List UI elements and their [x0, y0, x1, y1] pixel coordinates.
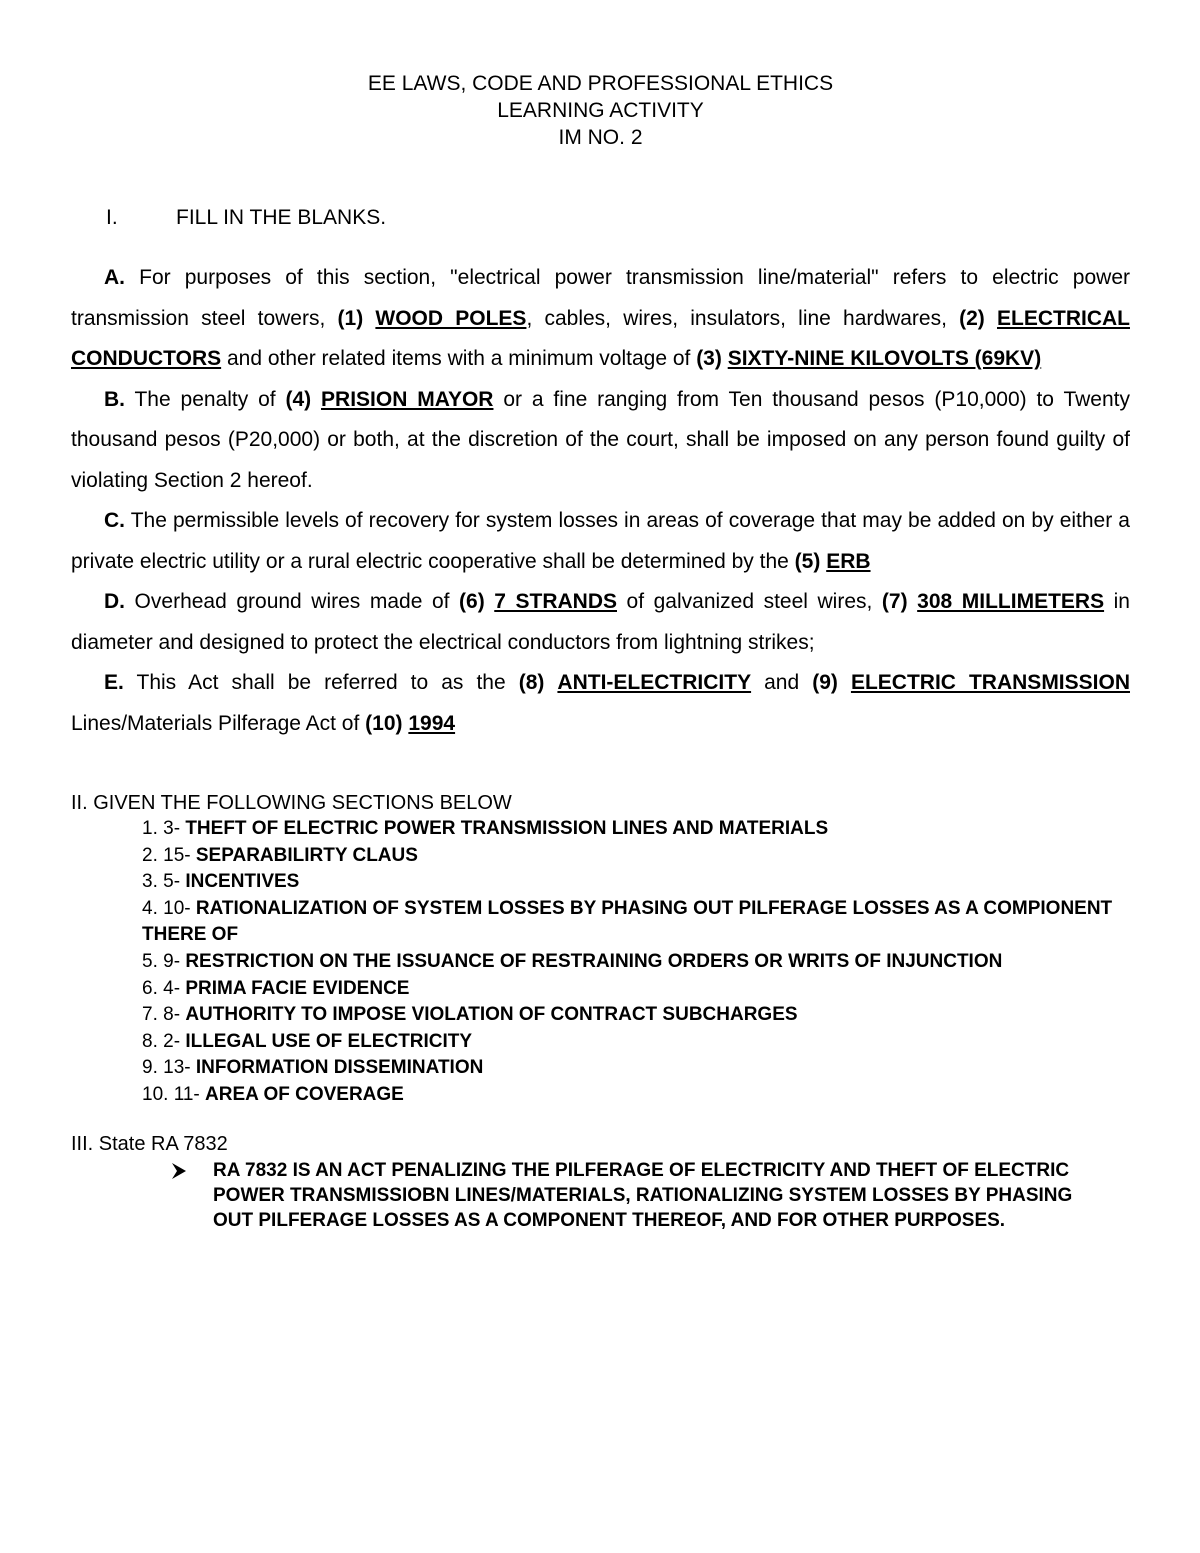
blank-8-answer: ANTI-ELECTRICITY: [557, 671, 752, 694]
blank-3-answer: SIXTY-NINE KILOVOLTS (69KV): [727, 347, 1042, 370]
blank-2-answer: ELECTRICAL CONDUCTORS: [71, 306, 1130, 370]
list-item: [142, 816, 1130, 843]
item-c-paragraph: [71, 501, 1130, 582]
item-b-paragraph: [71, 380, 1130, 502]
document-header: [71, 70, 1130, 151]
blank-7-answer: 308 MILLIMETERS: [917, 590, 1105, 613]
list-item-number: 9. 13-: [142, 1057, 196, 1079]
item-d-text-3: in diameter and designed to protect the electrical conductors from lightning strikes;: [71, 590, 1130, 654]
list-item: [142, 1029, 1130, 1056]
item-d-paragraph: [71, 582, 1130, 663]
im-number: IM NO. 2: [558, 126, 643, 149]
list-item-number: 4. 10-: [142, 897, 196, 919]
arrowhead-bullet-icon: [171, 1158, 213, 1233]
section-1-numeral: I.: [106, 206, 118, 229]
item-d-label: D.: [104, 590, 125, 613]
list-item-title: INCENTIVES: [185, 871, 300, 893]
list-item-title: INFORMATION DISSEMINATION: [195, 1057, 484, 1079]
list-item-title: RATIONALIZATION OF SYSTEM LOSSES BY PHASING OUT PILFERAGE LOSSES AS A COMPIONENT THERE OF: [142, 897, 1113, 946]
list-item-number: 1. 3-: [142, 818, 186, 839]
item-a-text-3: and other related items with a minimum voltage of: [221, 347, 697, 370]
ra-answer-text: RA 7832 IS AN ACT PENALIZING THE PILFERAGE OF ELECTRICITY AND THEFT OF ELECTRIC POWER TRANSMISSIOBN LINES/MATERIALS, RATIONALIZING SYSTEM LOSSES BY PHASING OUT PILFERAGE LOSSES AS A COMPONENT THEREOF, AND FOR OTHER PURPOSES.: [213, 1159, 1073, 1231]
item-c-label: C.: [104, 509, 125, 532]
section-2-heading: II. GIVEN THE FOLLOWING SECTIONS BELOW: [71, 792, 512, 814]
list-item-title: SEPARABILIRTY CLAUS: [195, 844, 418, 866]
list-item-number: 7. 8-: [142, 1004, 186, 1026]
blank-7-number: (7): [881, 590, 908, 613]
list-item: [142, 1082, 1130, 1109]
section-1-title: FILL IN THE BLANKS.: [176, 206, 387, 229]
list-item-number: 10. 11-: [142, 1083, 206, 1105]
list-item-number: 2. 15-: [142, 844, 196, 866]
item-a-text-1: For purposes of this section, "electrical power transmission line/material" refers to electric power transmission steel towers,: [71, 266, 1130, 330]
item-c-text-1: The permissible levels of recovery for system losses in areas of coverage that may be added on by either a private electric utility or a rural electric cooperative shall be determined by the: [71, 509, 1130, 573]
blank-5-answer: ERB: [826, 549, 871, 573]
blank-1-answer: WOOD POLES: [375, 306, 527, 330]
course-title: EE LAWS, CODE AND PROFESSIONAL ETHICS: [367, 72, 834, 95]
section-1-heading: [71, 204, 1130, 231]
item-b-text-2: or a fine ranging from Ten thousand pesos (P10,000) to Twenty thousand pesos (P20,000) or both, at the discretion of the court, shall be imposed on any person found guilty of violating Section 2 hereof.: [71, 387, 1130, 492]
list-item-number: 8. 2-: [142, 1030, 186, 1052]
blank-3-number: (3): [696, 347, 722, 370]
item-a-label: A.: [104, 266, 125, 289]
activity-title: LEARNING ACTIVITY: [497, 99, 704, 122]
item-e-paragraph: [71, 663, 1130, 744]
item-d-text-2: of galvanized steel wires,: [617, 590, 882, 613]
blank-6-number: (6): [459, 590, 485, 613]
blank-10-answer: 1994: [408, 711, 456, 735]
list-item: [142, 949, 1130, 976]
item-e-text-2: and: [751, 671, 813, 694]
list-item-title: PRIMA FACIE EVIDENCE: [185, 977, 410, 999]
blank-9-answer: ELECTRIC TRANSMISSION: [850, 671, 1130, 694]
item-e-label: E.: [104, 671, 124, 694]
list-item-number: 6. 4-: [142, 977, 186, 999]
list-item: [142, 1055, 1130, 1082]
blank-4-number: (4): [285, 387, 312, 411]
list-item-number: 3. 5-: [142, 871, 186, 893]
blank-4-answer: PRISION MAYOR: [321, 387, 494, 411]
list-item-title: THEFT OF ELECTRIC POWER TRANSMISSION LINES AND MATERIALS: [185, 818, 829, 839]
item-b-label: B.: [104, 387, 125, 411]
list-item: [142, 1002, 1130, 1029]
list-item-title: AREA OF COVERAGE: [205, 1083, 404, 1105]
ra-answer-bullet: [71, 1158, 1130, 1233]
list-item: [142, 843, 1130, 870]
item-d-text-1: Overhead ground wires made of: [125, 590, 460, 613]
blank-1-number: (1): [337, 306, 364, 330]
blank-9-number: (9): [812, 671, 838, 694]
list-item-number: 5. 9-: [142, 950, 186, 972]
item-a-paragraph: [71, 258, 1130, 380]
list-item: [142, 976, 1130, 1003]
item-e-text-3: Lines/Materials Pilferage Act of: [71, 711, 366, 735]
item-e-text-1: This Act shall be referred to as the: [123, 671, 519, 694]
section-3-heading: III. State RA 7832: [71, 1132, 228, 1155]
blank-2-number: (2): [959, 306, 985, 330]
list-item: [142, 896, 1130, 949]
blank-10-number: (10): [365, 711, 403, 735]
list-item-title: ILLEGAL USE OF ELECTRICITY: [185, 1030, 473, 1052]
list-item-title: RESTRICTION ON THE ISSUANCE OF RESTRAINING ORDERS OR WRITS OF INJUNCTION: [185, 950, 1003, 972]
list-item: [142, 869, 1130, 896]
blank-5-number: (5): [794, 549, 821, 573]
section-list: [71, 816, 1130, 1109]
item-b-text-1: The penalty of: [125, 387, 286, 411]
blank-6-answer: 7 STRANDS: [494, 590, 617, 613]
document-page: [71, 70, 1130, 1233]
item-a-text-2: , cables, wires, insulators, line hardwares,: [526, 306, 960, 330]
list-item-title: AUTHORITY TO IMPOSE VIOLATION OF CONTRACT SUBCHARGES: [185, 1004, 798, 1026]
blank-8-number: (8): [518, 671, 545, 694]
